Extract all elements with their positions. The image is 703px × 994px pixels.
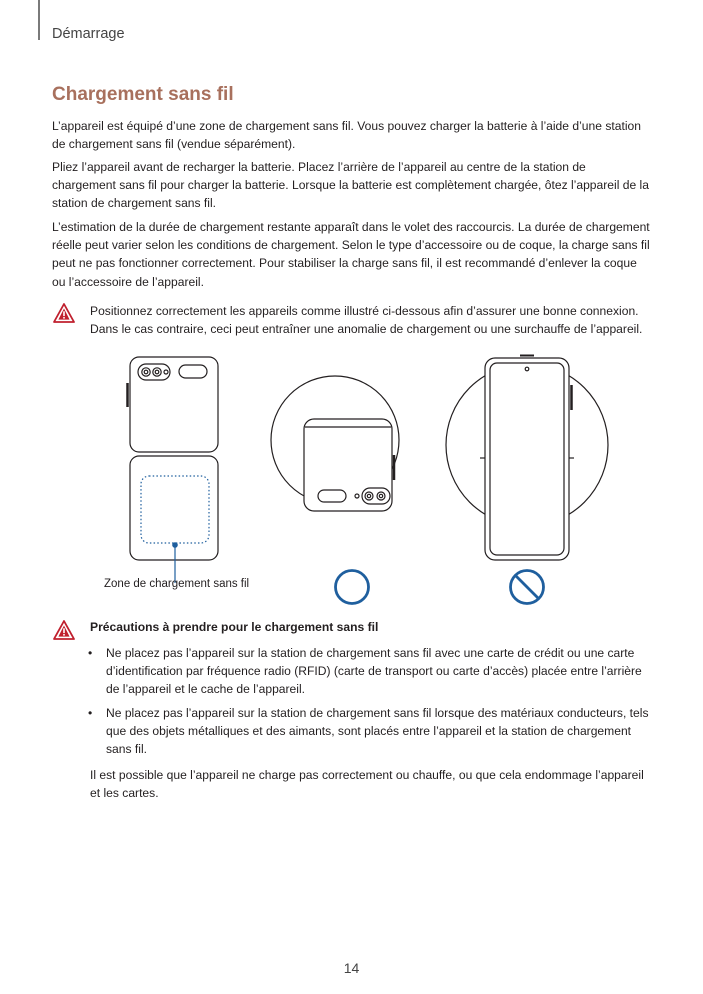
prohibited-symbol-icon — [511, 571, 544, 604]
page-number: 14 — [343, 960, 360, 976]
list-item — [88, 704, 653, 759]
intro-paragraph: L’appareil est équipé d’une zone de chargement sans fil. Vous pouvez charger la batterie à l’aide d’une station de chargement sans fil (vendue séparément). — [52, 119, 641, 152]
zone-marker-dot — [172, 542, 178, 548]
placement-warning: Positionnez correctement les appareils comme illustré ci-dessous afin d’assurer une bonne connexion. Dans le cas contraire, ceci peut entraîner une anomalie de chargement ou une surchauffe de l’appareil. — [90, 304, 643, 337]
section-header: Démarrage — [52, 26, 125, 42]
incorrect-placement — [446, 356, 608, 561]
estimate-paragraph: L’estimation de la durée de chargement restante apparaît dans le volet des raccourcis. La durée de chargement réelle peut varier selon les conditions de chargement. Selon le type d’accessoire ou de coque, la charge sans fil peut ne pas fonctionner correctement. Pour stabiliser la charge sans fil, il est recommandé d’enlever la coque ou l’accessoire de l’appareil. — [52, 220, 650, 289]
correct-placement — [271, 376, 399, 511]
list-item-text: Ne placez pas l’appareil sur la station de chargement sans fil lorsque des matériaux conducteurs, tels que des objets métalliques et des aimants, sont placés entre l’appareil et la station de chargement sans fil. — [106, 705, 649, 757]
correct-symbol-icon — [336, 571, 369, 604]
fold-paragraph: Pliez l’appareil avant de recharger la batterie. Placez l’arrière de l’appareil au centre de la station de chargement sans fil pour charger la batterie. Lorsque la batterie est complètement chargée, ôtez l’appareil de la station de chargement sans fil. — [52, 160, 649, 211]
precautions-list — [88, 644, 653, 763]
list-item — [88, 644, 653, 699]
unfolded-device-back — [128, 357, 219, 583]
charging-illustration — [0, 345, 703, 615]
precautions-note: Il est possible que l’appareil ne charge pas correctement ou chauffe, ou que cela endommage l’appareil et les cartes. — [90, 768, 644, 801]
header-rule — [38, 0, 40, 40]
list-item-text: Ne placez pas l’appareil sur la station de chargement sans fil avec une carte de crédit ou une carte d’identification par fréquence radio (RFID) (carte de transport ou carte d’accès) placée entre l’arrière de l’appareil et le cache de l’appareil. — [106, 646, 642, 697]
page-title: Chargement sans fil — [52, 84, 234, 105]
bullet-symbol: • — [88, 705, 93, 720]
warning-icon — [53, 303, 75, 323]
precautions-title: Précautions à prendre pour le chargement sans fil — [90, 620, 379, 634]
wireless-zone-label: Zone de chargement sans fil — [104, 578, 250, 590]
caution-icon — [53, 620, 75, 640]
bullet-symbol: • — [88, 646, 93, 660]
